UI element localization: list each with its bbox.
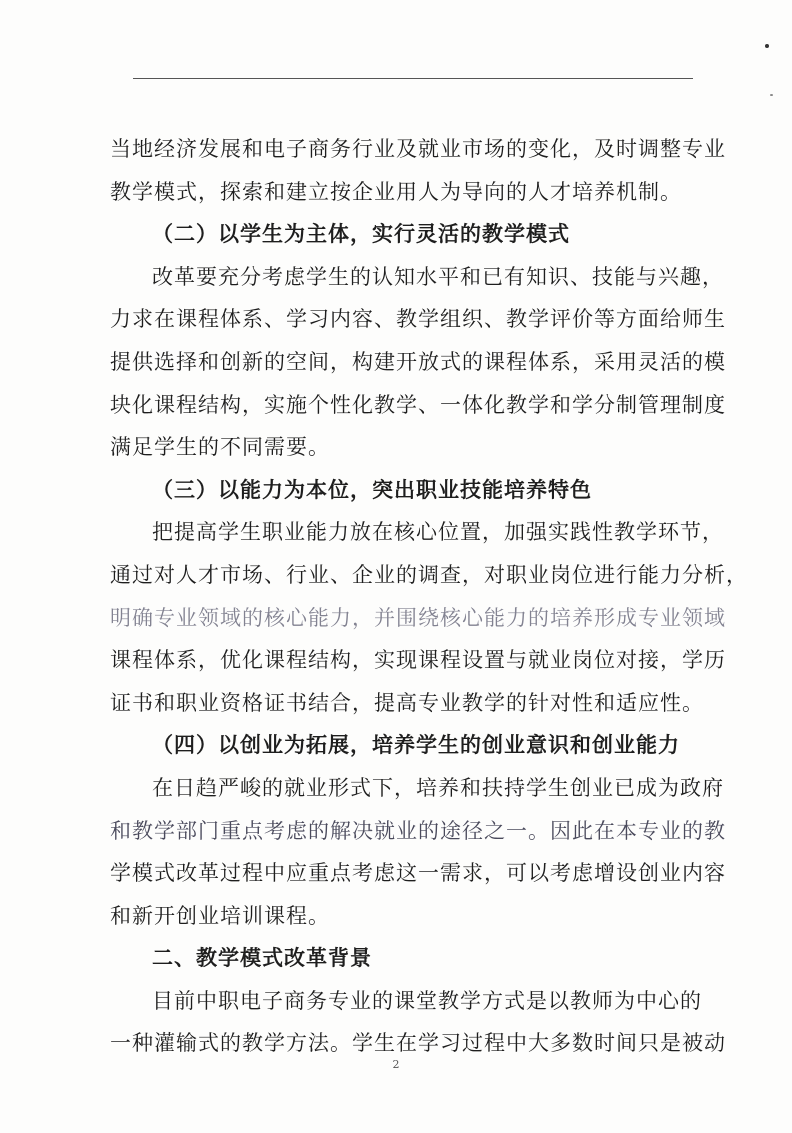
scan-speck bbox=[770, 94, 773, 96]
section-heading: （三）以能力为本位，突出职业技能培养特色 bbox=[152, 477, 592, 502]
body-line: 在日趋严峻的就业形式下，培养和扶持学生创业已成为政府 bbox=[152, 775, 724, 800]
body-line: 把提高学生职业能力放在核心位置，加强实践性教学环节， bbox=[152, 520, 724, 545]
body-line: 教学模式，探索和建立按企业用人为导向的人才培养机制。 bbox=[110, 179, 682, 204]
page-number: 2 bbox=[392, 1058, 400, 1071]
body-line: 通过对人才市场、行业、企业的调查，对职业岗位进行能力分析， bbox=[110, 562, 748, 587]
body-line: 力求在课程体系、学习内容、教学组织、教学评价等方面给师生 bbox=[110, 307, 726, 332]
scan-speck bbox=[765, 44, 769, 48]
body-line: 和新开创业培训课程。 bbox=[110, 903, 330, 928]
section-heading: （二）以学生为主体，实行灵活的教学模式 bbox=[152, 222, 570, 247]
header-rule bbox=[133, 78, 693, 79]
body-line: 块化课程结构，实施个性化教学、一体化教学和学分制管理制度 bbox=[110, 392, 726, 417]
body-line: 和教学部门重点考虑的解决就业的途径之一。因此在本专业的教 bbox=[110, 818, 726, 843]
body-line: 证书和职业资格证书结合，提高专业教学的针对性和适应性。 bbox=[110, 690, 704, 715]
chapter-heading: 二、教学模式改革背景 bbox=[152, 946, 372, 971]
body-line: 课程体系，优化课程结构，实现课程设置与就业岗位对接，学历 bbox=[110, 648, 726, 673]
section-heading: （四）以创业为拓展，培养学生的创业意识和创业能力 bbox=[152, 733, 680, 758]
body-line: 提供选择和创新的空间，构建开放式的课程体系，采用灵活的模 bbox=[110, 349, 726, 374]
body-line: 满足学生的不同需要。 bbox=[110, 435, 330, 460]
body-line: 当地经济发展和电子商务行业及就业市场的变化，及时调整专业 bbox=[110, 137, 726, 161]
document-body bbox=[110, 128, 748, 1065]
body-line-faint: 明确专业领域的核心能力，并围绕核心能力的培养形成专业领域 bbox=[110, 605, 726, 630]
body-line: 学模式改革过程中应重点考虑这一需求，可以考虑增设创业内容 bbox=[110, 861, 726, 886]
body-line: 改革要充分考虑学生的认知水平和已有知识、技能与兴趣， bbox=[152, 264, 724, 289]
body-line: 目前中职电子商务专业的课堂教学方式是以教师为中心的 bbox=[152, 988, 702, 1013]
body-line: 一种灌输式的教学方法。学生在学习过程中大多数时间只是被动 bbox=[110, 1031, 726, 1056]
